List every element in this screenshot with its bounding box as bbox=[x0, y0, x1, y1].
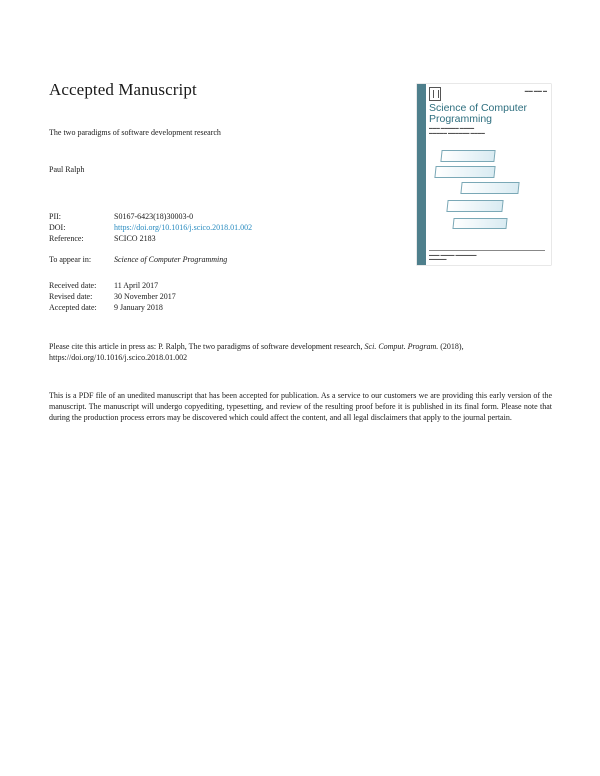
article-title: The two paradigms of software development research bbox=[49, 128, 221, 137]
dates-block bbox=[49, 280, 176, 313]
cover-volume-info: ▬▬ ▬▬ ▬ bbox=[524, 88, 547, 93]
citation-suffix: (2018), https://doi.org/10.1016/j.scico.2018.01.002 bbox=[49, 342, 464, 362]
citation-text bbox=[49, 341, 552, 363]
appear-label: To appear in: bbox=[49, 255, 92, 264]
date-row-revised bbox=[49, 291, 176, 302]
publisher-logo-icon bbox=[429, 87, 441, 101]
appear-row bbox=[49, 254, 227, 265]
reference-label: Reference: bbox=[49, 234, 84, 243]
doi-label: DOI: bbox=[49, 223, 66, 232]
disclaimer-paragraph: This is a PDF file of an unedited manuscript that has been accepted for publication. As a service to our customers we are providing this early version of the manuscript. The manuscript will undergo copyediting, typesetting, and review of the resulting proof before it is published in its final form. Please note that during the production process errors may be discovered which could affect the content, and all legal disclaimers that apply to the journal pertain. bbox=[49, 391, 552, 422]
pii-value: S0167-6423(18)30003-0 bbox=[114, 212, 194, 221]
received-label: Received date: bbox=[49, 281, 97, 290]
cover-graphic-bar bbox=[446, 200, 503, 212]
doi-link[interactable]: https://doi.org/10.1016/j.scico.2018.01.002 bbox=[114, 223, 253, 232]
revised-label: Revised date: bbox=[49, 292, 93, 301]
revised-value: 30 November 2017 bbox=[114, 292, 176, 301]
received-value: 11 April 2017 bbox=[114, 281, 159, 290]
cover-footer: ▬▬▬ ▬▬▬▬ ▬▬▬▬▬▬ ▬▬▬▬▬ bbox=[429, 250, 545, 261]
cover-graphic-bar bbox=[452, 218, 507, 229]
identifier-row-pii bbox=[49, 211, 252, 222]
citation-journal: Sci. Comput. Program. bbox=[364, 342, 439, 351]
cover-graphic-bar bbox=[460, 182, 519, 194]
reference-value: SCICO 2183 bbox=[114, 234, 156, 243]
identifier-row-doi bbox=[49, 222, 252, 233]
cover-graphic-bar bbox=[440, 150, 495, 162]
journal-name: Science of Computer Programming bbox=[114, 255, 228, 264]
page-heading: Accepted Manuscript bbox=[49, 80, 197, 99]
date-row-received bbox=[49, 280, 176, 291]
accepted-value: 9 January 2018 bbox=[114, 303, 163, 312]
cover-graphic-bar bbox=[434, 166, 495, 178]
appear-block bbox=[49, 254, 227, 265]
citation-prefix: Please cite this article in press as: P. Ralph, The two paradigms of software development research, bbox=[49, 342, 365, 351]
date-row-accepted bbox=[49, 302, 176, 313]
author-name: Paul Ralph bbox=[49, 165, 85, 174]
journal-cover bbox=[417, 84, 551, 265]
cover-spine bbox=[417, 84, 426, 265]
pii-label: PII: bbox=[49, 212, 61, 221]
cover-journal-title: Science of Computer Programming bbox=[429, 102, 528, 125]
cover-subtitle-lines: ▬▬▬ ▬▬▬▬▬ ▬▬▬▬ ▬▬▬▬▬ ▬▬▬▬▬▬ ▬▬▬▬ bbox=[429, 126, 485, 135]
identifier-row-reference bbox=[49, 233, 252, 244]
identifiers-block bbox=[49, 211, 252, 244]
accepted-label: Accepted date: bbox=[49, 303, 97, 312]
